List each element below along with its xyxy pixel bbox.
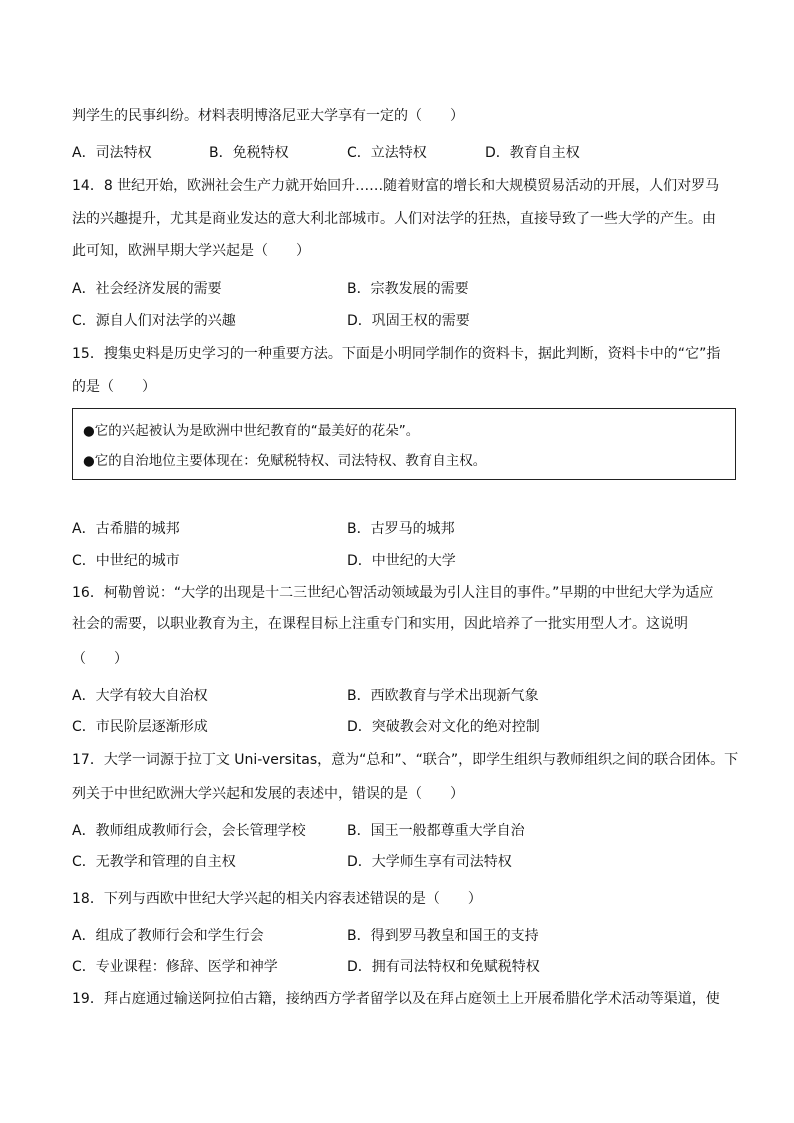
- q14-stem-line-3: 此可知，欧洲早期大学兴起是（ ）: [72, 243, 310, 259]
- q18-option-a: A．组成了教师行会和学生行会: [72, 928, 264, 944]
- q14-option-a: A．社会经济发展的需要: [72, 281, 222, 297]
- q13-option-d: D．教育自主权: [485, 145, 580, 161]
- q19-stem-line-1: 19．拜占庭通过输送阿拉伯古籍，接纳西方学者留学以及在拜占庭领土上开展希腊化学术活动等渠道，使: [72, 991, 720, 1007]
- q17-option-c: C．无教学和管理的自主权: [72, 854, 236, 870]
- q13-option-c: C．立法特权: [347, 145, 427, 161]
- q15-option-b: B．古罗马的城邦: [347, 521, 455, 537]
- q16-option-b: B．西欧教育与学术出现新气象: [347, 688, 539, 704]
- q16-option-d: D．突破教会对文化的绝对控制: [347, 719, 540, 735]
- q14-option-d: D．巩固王权的需要: [347, 313, 470, 329]
- q15-option-c: C．中世纪的城市: [72, 553, 180, 569]
- q15-stem-line-1: 15．搜集史料是历史学习的一种重要方法。下面是小明同学制作的资料卡，据此判断，资料卡中的“它”指: [72, 346, 721, 362]
- q16-stem-line-2: 社会的需要，以职业教育为主，在课程目标上注重专门和实用，因此培养了一批实用型人才。这说明: [72, 616, 688, 632]
- q17-option-d: D．大学师生享有司法特权: [347, 854, 512, 870]
- q18-option-d: D．拥有司法特权和免赋税特权: [347, 959, 540, 975]
- q13-option-b: B．免税特权: [209, 145, 289, 161]
- q14-stem-line-2: 法的兴趣提升，尤其是商业发达的意大利北部城市。人们对法学的狂热，直接导致了一些大学的产生。由: [72, 211, 716, 227]
- q15-stem-line-2: 的是（ ）: [72, 379, 156, 395]
- q17-option-b: B．国王一般都尊重大学自治: [347, 823, 525, 839]
- q14-option-b: B．宗教发展的需要: [347, 281, 469, 297]
- q15-option-d: D．中世纪的大学: [347, 553, 456, 569]
- q18-option-c: C．专业课程：修辞、医学和神学: [72, 959, 278, 975]
- q16-option-a: A．大学有较大自治权: [72, 688, 208, 704]
- q15-option-a: A．古希腊的城邦: [72, 521, 180, 537]
- q15-material-card: [72, 408, 736, 480]
- q18-stem-line-1: 18．下列与西欧中世纪大学兴起的相关内容表述错误的是（ ）: [72, 891, 482, 907]
- q17-stem-line-2: 列关于中世纪欧洲大学兴起和发展的表述中，错误的是（ ）: [72, 786, 464, 802]
- q17-option-a: A．教师组成教师行会，会长管理学校: [72, 823, 306, 839]
- q18-option-b: B．得到罗马教皇和国王的支持: [347, 928, 539, 944]
- q16-stem-line-1: 16．柯勒曾说：“大学的出现是十二三世纪心智活动领域最为引人注目的事件。”早期的中世纪大学为适应: [72, 585, 714, 601]
- q16-option-c: C．市民阶层逐渐形成: [72, 719, 208, 735]
- q14-stem-line-1: 14．8 世纪开始，欧洲社会生产力就开始回升……随着财富的增长和大规模贸易活动的开展，人们对罗马: [72, 178, 720, 194]
- q17-stem-line-1: 17．大学一词源于拉丁文 Uni-versitas，意为“总和”、“联合”，即学生组织与教师组织之间的联合团体。下: [72, 752, 739, 768]
- q15-card-line-2: ●它的自治地位主要体现在：免赋税特权、司法特权、教育自主权。: [83, 453, 487, 469]
- q15-card-line-1: ●它的兴起被认为是欧洲中世纪教育的“最美好的花朵”。: [83, 423, 420, 439]
- q13-stem-continued: 判学生的民事纠纷。材料表明博洛尼亚大学享有一定的（ ）: [72, 108, 464, 124]
- q14-option-c: C．源自人们对法学的兴趣: [72, 313, 236, 329]
- q13-option-a: A．司法特权: [72, 145, 152, 161]
- q16-stem-line-3: （ ）: [72, 651, 128, 667]
